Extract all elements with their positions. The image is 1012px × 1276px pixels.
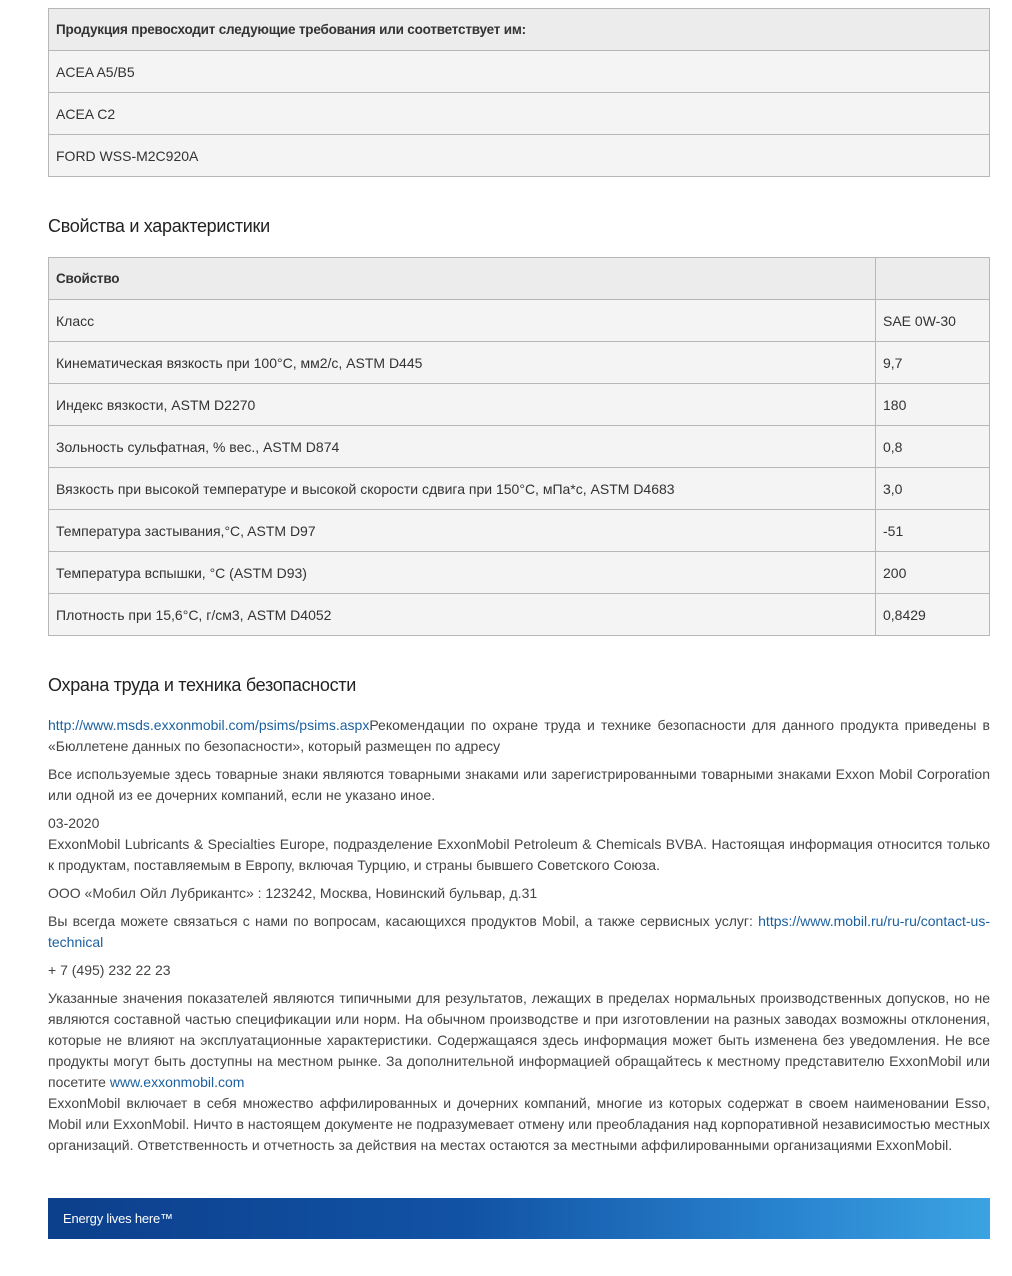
property-name: Индекс вязкости, ASTM D2270 [49, 384, 876, 426]
msds-text: Рекомендации по охране труда и технике безопасности для данного продукта приведены в «Бюллетене данных по безопасности», который размещен по адресу [48, 717, 990, 754]
trademarks-paragraph: Все используемые здесь товарные знаки являются товарными знаками или зарегистрированными товарными знаками Exxon Mobil Corporation или одной из ее дочерних компаний, если не указано иное. [48, 766, 990, 803]
specifications-header: Продукция превосходит следующие требования или соответствует им: [49, 9, 990, 51]
table-row [49, 426, 990, 468]
address-paragraph: ООО «Мобил Ойл Лубрикантс» : 123242, Москва, Новинский бульвар, д.31 [48, 885, 538, 901]
table-row [49, 384, 990, 426]
table-row [49, 552, 990, 594]
property-name: Вязкость при высокой температуре и высокой скорости сдвига при 150°C, мПа*с, ASTM D4683 [49, 468, 876, 510]
safety-body [48, 715, 990, 1163]
phone-number: + 7 (495) 232 22 23 [48, 962, 171, 978]
table-header-row [49, 258, 990, 300]
property-name: Кинематическая вязкость при 100°C, мм2/с, ASTM D445 [49, 342, 876, 384]
property-value: 0,8429 [876, 594, 990, 636]
property-value: -51 [876, 510, 990, 552]
safety-heading: Охрана труда и техника безопасности [48, 675, 357, 695]
property-value: SAE 0W-30 [876, 300, 990, 342]
specifications-table [48, 8, 990, 177]
contact-text: Вы всегда можете связаться с нами по вопросам, касающихся продуктов Mobil, а также сервисных услуг: [48, 913, 759, 929]
msds-link[interactable]: http://www.msds.exxonmobil.com/psims/psims.aspx [48, 717, 370, 733]
exxonmobil-site-link[interactable]: www.exxonmobil.com [109, 1074, 245, 1090]
disclaimer-paragraph [48, 988, 990, 1093]
property-name: Плотность при 15,6°C, г/см3, ASTM D4052 [49, 594, 876, 636]
spec-item: FORD WSS-M2C920A [49, 135, 990, 177]
table-row [49, 510, 990, 552]
property-column-header: Свойство [49, 258, 876, 300]
spec-item: ACEA C2 [49, 93, 990, 135]
table-header-row [49, 9, 990, 51]
company-paragraph: ExxonMobil Lubricants & Specialties Europe, подразделение ExxonMobil Petroleum & Chemicals BVBA. Настоящая информация относится только к продуктам, поставляемым в Европу, включая Турцию, и страны бывшего Советского Союза. [48, 836, 990, 873]
table-row [49, 468, 990, 510]
contact-paragraph [48, 911, 990, 953]
property-name: Класс [49, 300, 876, 342]
property-name: Температура вспышки, °C (ASTM D93) [49, 552, 876, 594]
property-value: 9,7 [876, 342, 990, 384]
properties-heading: Свойства и характеристики [48, 216, 270, 236]
spec-item: ACEA A5/B5 [49, 51, 990, 93]
msds-paragraph [48, 715, 990, 757]
date-text: 03-2020 [48, 815, 100, 831]
property-value: 180 [876, 384, 990, 426]
table-row [49, 594, 990, 636]
property-name: Зольность сульфатная, % вес., ASTM D874 [49, 426, 876, 468]
footer-banner [48, 1198, 990, 1239]
properties-table [48, 257, 990, 636]
contact-link[interactable]: https://www.mobil.ru/ru-ru/contact-us-technical [48, 913, 990, 950]
table-row [49, 93, 990, 135]
disclaimer-text: Указанные значения показателей являются типичными для результатов, лежащих в пределах нормальных производственных допусков, но не являются составной частью спецификации или норм. На обычном производстве и при изготовлении на разных заводах возможны отклонения, которые не влияют на эксплуатационные характеристики. Содержащаяся здесь информация может быть изменена без уведомления. Не все продукты могут быть доступны на местном рынке. За дополнительной информацией обращайтесь к местному представителю ExxonMobil или посетите [48, 990, 990, 1090]
table-row [49, 342, 990, 384]
table-row [49, 135, 990, 177]
property-value: 3,0 [876, 468, 990, 510]
table-row [49, 300, 990, 342]
footer-tagline: Energy lives here™ [63, 1211, 173, 1226]
property-value: 200 [876, 552, 990, 594]
property-value: 0,8 [876, 426, 990, 468]
table-row [49, 51, 990, 93]
property-name: Температура застывания,°C, ASTM D97 [49, 510, 876, 552]
affiliates-paragraph: ExxonMobil включает в себя множество аффилированных и дочерних компаний, многие из которых содержат в своем наименовании Esso, Mobil или ExxonMobil. Ничто в настоящем документе не подразумевает отмену или преобладания над корпоративной независимостью местных организаций. Ответственность и отчетность за действия на местах остаются за местными аффилированными организациями ExxonMobil. [48, 1095, 990, 1153]
value-column-header [876, 258, 990, 300]
